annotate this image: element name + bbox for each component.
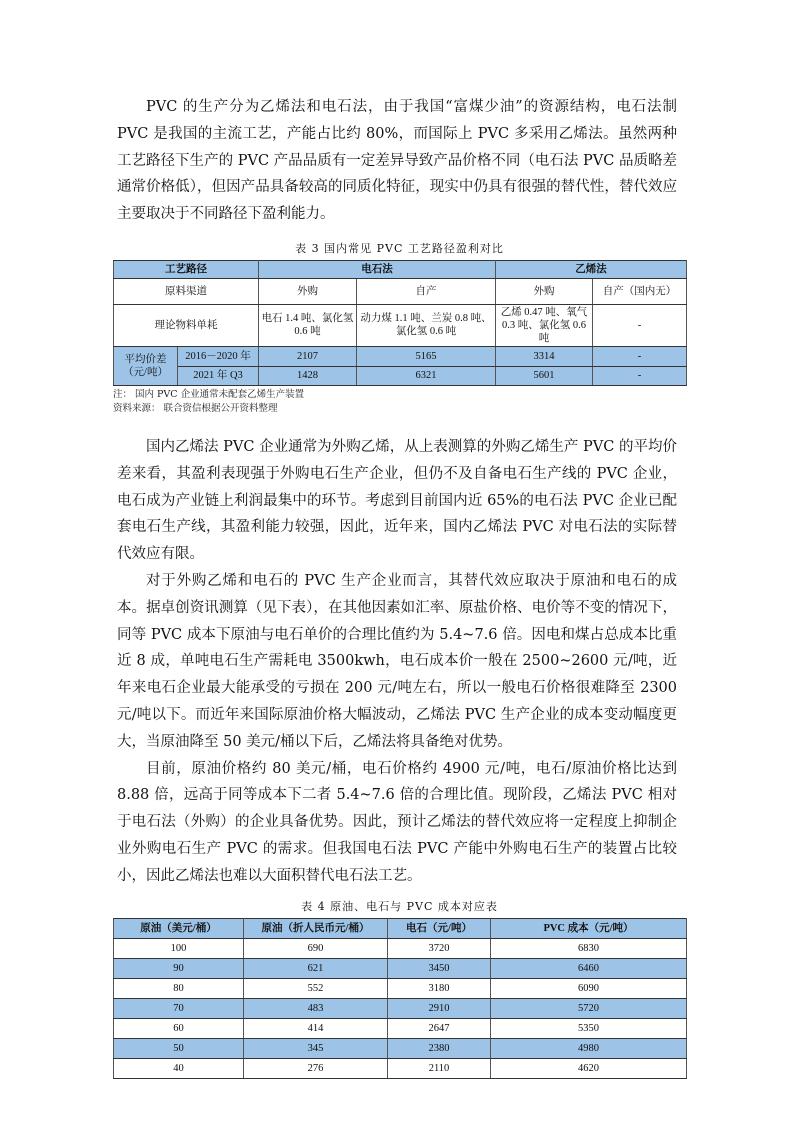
cell: 4620 (491, 1058, 687, 1078)
cell: 5601 (496, 366, 593, 385)
cell: 6090 (491, 978, 687, 998)
cell: 2110 (388, 1058, 491, 1078)
table3-caption: 表 3 国内常见 PVC 工艺路径盈利对比 (295, 241, 504, 255)
paragraph-3: 对于外购乙烯和电石的 PVC 生产企业而言，其替代效应取决于原油和电石的成本。据卓创资讯测算（见下表），在其他因素如汇率、原盐价格、电价等不变的情况下，同等 PVC 成本下原油与电石单价的合理比值约为 5.4~7.6 倍。因电和煤占总成本比重近 8 成，单吨电石生产需耗电 3500kwh，电石成本价一般在 2500~2600 元/吨，近年来电石企业最大能承受的亏损在 200 元/吨左右，所以一般电石价格很难降至 2300 元/吨以下。而近年来国际原油价格大幅波动，乙烯法 PVC 生产企业的成本变动幅度更大，当原油降至 50 美元/桶以下后，乙烯法将具备绝对优势。 (117, 572, 677, 750)
cell: 2107 (259, 346, 357, 366)
cell: 483 (244, 998, 388, 1018)
header-cell: 原油（折人民币元/桶） (244, 918, 388, 938)
cell: 3180 (388, 978, 491, 998)
cell: 自产（国内无） (593, 278, 687, 304)
cell: 80 (114, 978, 244, 998)
row-group-label: 平均价差（元/吨） (114, 346, 178, 385)
row-label: 原料渠道 (114, 278, 259, 304)
cell: 5165 (357, 346, 496, 366)
cell: 4980 (491, 1038, 687, 1058)
cell: 60 (114, 1018, 244, 1038)
header-carbide: 电石法 (259, 260, 496, 278)
cell: 6321 (357, 366, 496, 385)
cell: 5720 (491, 998, 687, 1018)
cell: 电石 1.4 吨、氯化氢 0.6 吨 (259, 304, 357, 346)
cell: 3720 (388, 938, 491, 958)
table-row (114, 938, 687, 958)
cell: 外购 (496, 278, 593, 304)
cell: 690 (244, 938, 388, 958)
cell: - (593, 304, 687, 346)
header-cell: 电石（元/吨） (388, 918, 491, 938)
row-label: 理论物料单耗 (114, 304, 259, 346)
paragraph-2: 国内乙烯法 PVC 企业通常为外购乙烯，从上表测算的外购乙烯生产 PVC 的平均价差来看，其盈利表现强于外购电石生产企业，但仍不及自备电石生产线的 PVC 企业，电石成为产业链上利润最集中的环节。考虑到目前国内近 65%的电石法 PVC 企业已配套电石生产线，其盈利能力较强，因此，近年来，国内乙烯法 PVC 对电石法的实际替代效应有限。 (117, 438, 677, 563)
cell: 1428 (259, 366, 357, 385)
header-ethylene: 乙烯法 (496, 260, 687, 278)
paragraph-1: PVC 的生产分为乙烯法和电石法，由于我国“富煤少油”的资源结构，电石法制 PVC 是我国的主流工艺，产能占比约 80%，而国际上 PVC 多采用乙烯法。虽然两种工艺路径下生产的 PVC 产品品质有一定差异导致产品价格不同（电石法 PVC 品质略差通常价格低），但因产品具备较高的同质化特征，现实中仍具有很强的替代性，替代效应主要取决于不同路径下盈利能力。 (117, 99, 677, 223)
cell: 552 (244, 978, 388, 998)
cell: 3450 (388, 958, 491, 978)
table4-body (114, 938, 687, 1078)
paragraph-4: 目前，原油价格约 80 美元/桶，电石价格约 4900 元/吨，电石/原油价格比达到 8.88 倍，远高于同等成本下二者 5.4~7.6 倍的合理比值。现阶段，乙烯法 PVC 相对于电石法（外购）的企业具备优势。因此，预计乙烯法的替代效应将一定程度上抑制企业外购电石生产 PVC 的需求。但我国电石法 PVC 产能中外购电石生产的装置占比较小，因此乙烯法也难以大面积替代电石法工艺。 (117, 760, 677, 884)
cell: 414 (244, 1018, 388, 1038)
table4-caption: 表 4 原油、电石与 PVC 成本对应表 (301, 899, 498, 913)
cell: 5350 (491, 1018, 687, 1038)
cell: 621 (244, 958, 388, 978)
row-label: 2021 年 Q3 (178, 366, 259, 385)
cell: 276 (244, 1058, 388, 1078)
cell: - (593, 366, 687, 385)
cell: 2647 (388, 1018, 491, 1038)
table-row (114, 958, 687, 978)
cell: 外购 (259, 278, 357, 304)
table-row (114, 1018, 687, 1038)
cell: 2380 (388, 1038, 491, 1058)
header-cell: 原油（美元/桶） (114, 918, 244, 938)
cell: 动力煤 1.1 吨、兰炭 0.8 吨、氯化氢 0.6 吨 (357, 304, 496, 346)
table-row (114, 1038, 687, 1058)
cell: 90 (114, 958, 244, 978)
cell: 6460 (491, 958, 687, 978)
cell: 乙烯 0.47 吨、氧气 0.3 吨、氯化氢 0.6 吨 (496, 304, 593, 346)
cell: 自产 (357, 278, 496, 304)
table3-notes (113, 388, 677, 416)
header-cell: PVC 成本（元/吨） (491, 918, 687, 938)
cell: 2910 (388, 998, 491, 1018)
table-row (114, 1058, 687, 1078)
cell: 40 (114, 1058, 244, 1078)
cell: 70 (114, 998, 244, 1018)
cell: - (593, 346, 687, 366)
row-label: 2016－2020 年 (178, 346, 259, 366)
cell: 3314 (496, 346, 593, 366)
table-row (114, 978, 687, 998)
table3-profit-comparison (113, 260, 687, 386)
table4-cost-table (113, 918, 687, 1079)
header-route: 工艺路径 (114, 260, 259, 278)
table3-source: 资料来源： 联合资信根据公开资料整理 (113, 402, 278, 414)
cell: 345 (244, 1038, 388, 1058)
cell: 50 (114, 1038, 244, 1058)
cell: 6830 (491, 938, 687, 958)
cell: 100 (114, 938, 244, 958)
table3-note: 注： 国内 PVC 企业通常未配套乙烯生产装置 (113, 388, 305, 400)
table-row (114, 998, 687, 1018)
